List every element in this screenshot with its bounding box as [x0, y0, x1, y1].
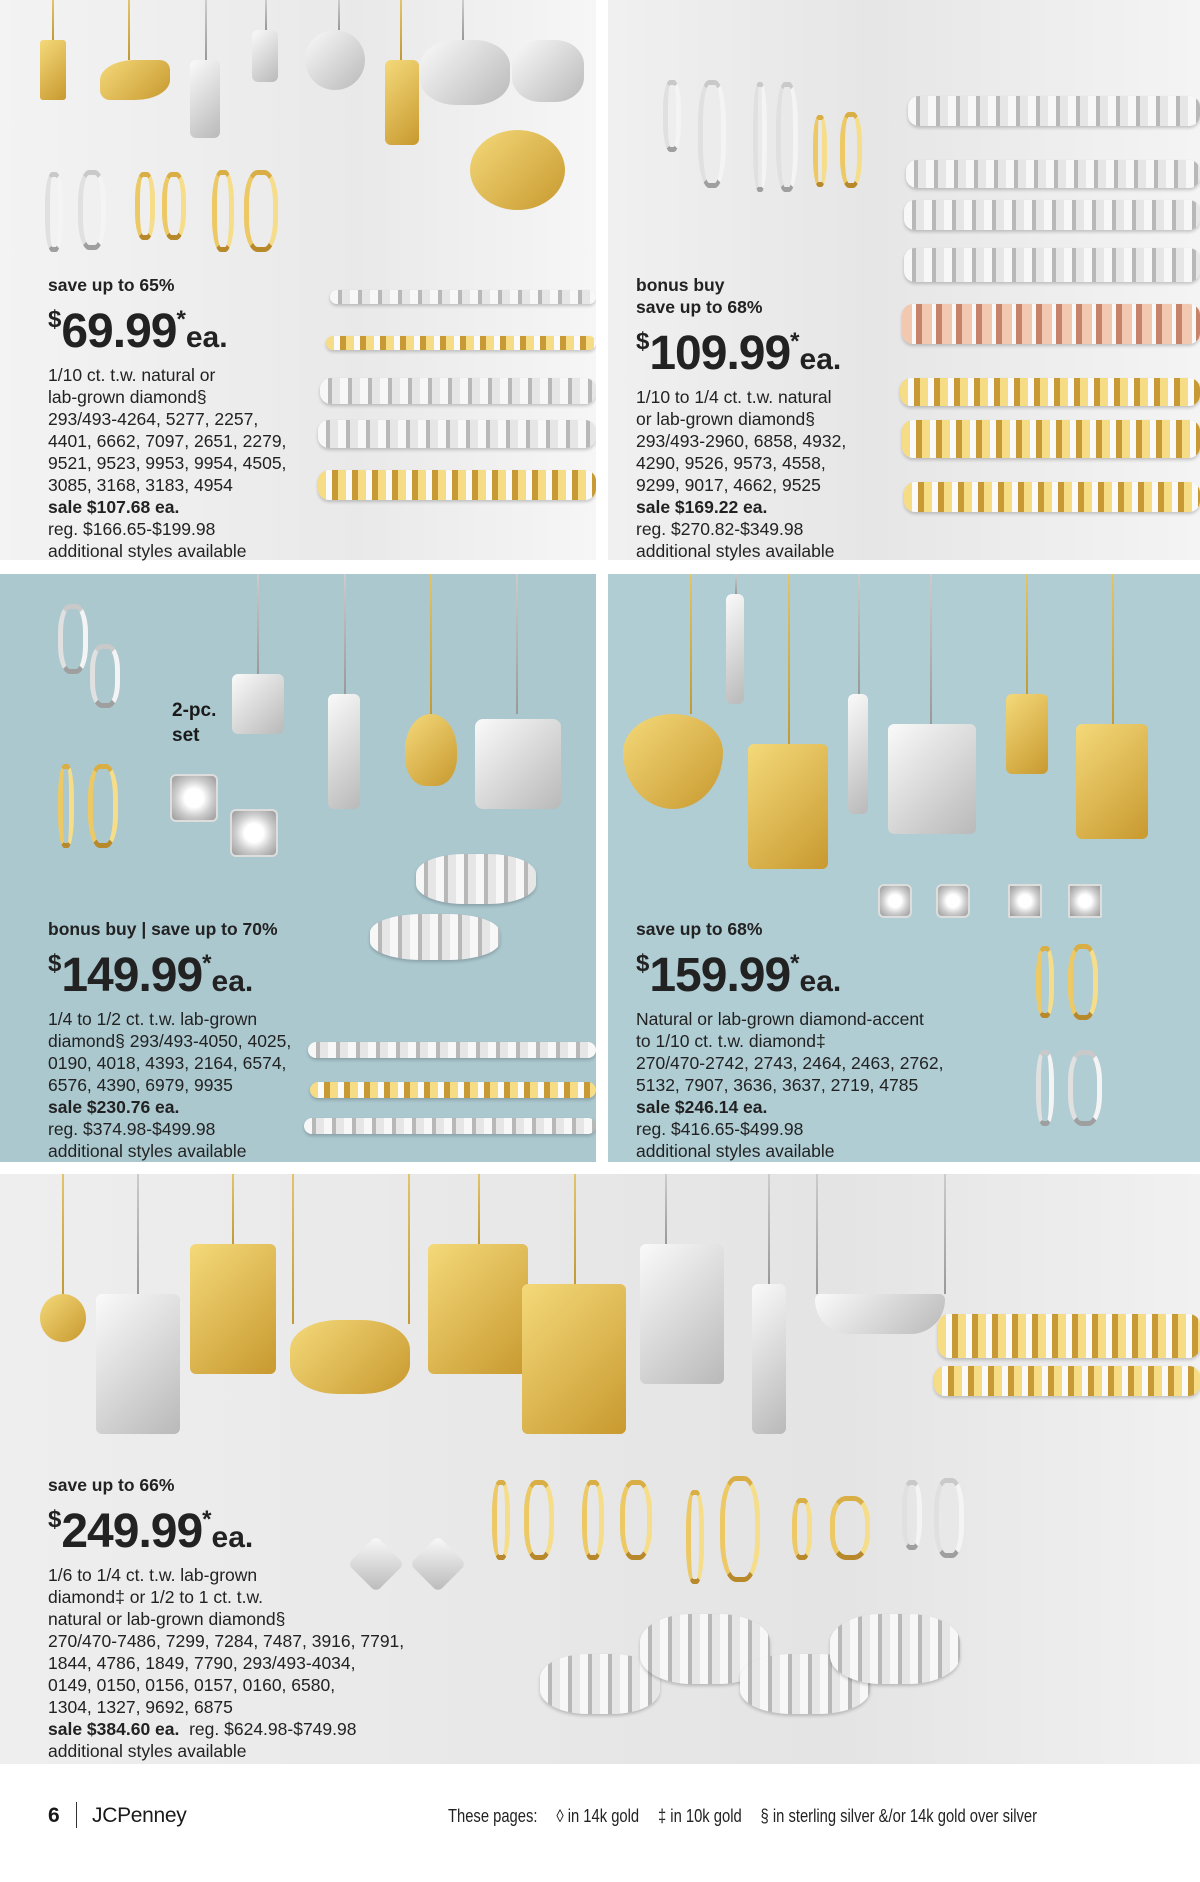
hoop-earring [90, 644, 120, 708]
cross-pendant [190, 1244, 276, 1374]
bracelet [900, 378, 1200, 406]
elephant-pendant [512, 40, 584, 102]
stud-earring [878, 884, 912, 918]
drop-earring [410, 1536, 467, 1593]
cross-pendant [475, 719, 561, 809]
additional-styles-note: additional styles available [48, 1741, 247, 1761]
hoop-earring [1068, 1050, 1102, 1126]
offer-price: $149.99*ea. [48, 949, 254, 1002]
stud-earring [230, 809, 278, 857]
hoop-earring [1036, 1050, 1054, 1126]
offer-price: $159.99*ea. [636, 949, 842, 1002]
brand-name: JCPenney [92, 1804, 187, 1827]
offer-price: $69.99*ea. [48, 305, 228, 358]
cross-pendant [96, 1294, 180, 1434]
bypass-pendant [640, 1244, 724, 1384]
cross-pendant [190, 60, 220, 138]
offer-eyebrow: bonus buy [636, 275, 725, 295]
butterfly-ring [470, 130, 565, 210]
hoop-earring [1036, 946, 1054, 1018]
offer-description: 1/10 ct. t.w. natural or lab-grown diamond§ 293/493-4264, 5277, 2257, 4401, 6662, 7097, 2651, 2279, 9521, 9523, 9953, 9954, 4505, 3085, 3168, 3183, 4954 [48, 365, 287, 495]
offer-copy-4 [636, 918, 944, 1162]
bracelet [934, 1366, 1200, 1396]
moon-star-pendant [305, 30, 365, 90]
offer-eyebrow: save up to 65% [48, 275, 175, 295]
cross-pendant [385, 60, 419, 145]
hoop-earring [212, 170, 234, 252]
cross-pendant [252, 30, 278, 82]
bar-pendant [328, 694, 360, 809]
offer-copy-1 [48, 274, 286, 562]
hoop-earring [698, 80, 726, 188]
metal-legend [448, 1806, 1052, 1827]
hoop-earring [902, 1480, 922, 1550]
sale-price: sale $107.68 ea. [48, 497, 180, 517]
sale-price: sale $230.76 ea. [48, 1097, 180, 1117]
additional-styles-note: additional styles available [636, 541, 835, 561]
offer-description: 1/6 to 1/4 ct. t.w. lab-grown diamond‡ or 1/2 to 1 ct. t.w. natural or lab-grown diamond§ 270/470-7486, 7299, 7284, 7487, 3916, 7791, 1844, 4786, 1849, 7790, 293/493-4034, 0149, 0150, 0156, 0157, 0160, 6580, 1304, 1327, 9692, 6875 [48, 1565, 405, 1717]
hoop-earring [88, 764, 118, 848]
cross-pendant [888, 724, 976, 834]
journey-pendant [752, 1284, 786, 1434]
hoop-earring [620, 1480, 652, 1560]
hoop-earring [244, 170, 278, 252]
cross-pendant [40, 40, 66, 100]
butterfly-necklace [290, 1320, 410, 1394]
regular-price: reg. $166.65-$199.98 [48, 519, 216, 539]
bracelet [938, 1314, 1200, 1358]
sale-price: sale $169.22 ea. [636, 497, 768, 517]
hoop-earring [524, 1480, 554, 1560]
offer-eyebrow: save up to 68% [636, 297, 763, 317]
hoop-earring [753, 82, 767, 192]
bracelet [904, 482, 1200, 512]
ring [416, 854, 536, 904]
hoop-earring [720, 1476, 760, 1582]
hoop-earring [45, 172, 63, 252]
hoop-earring [1068, 944, 1098, 1020]
bracelet [326, 336, 596, 350]
hoop-earring [840, 112, 862, 188]
stud-earring [1068, 884, 1102, 918]
offer-eyebrow: bonus buy | save up to 70% [48, 919, 278, 939]
legend-item: ◊ in 14k gold [556, 1806, 640, 1826]
hoop-earring [58, 764, 74, 848]
legend-item: ‡ in 10k gold [657, 1806, 742, 1826]
regular-price: reg. $624.98-$749.98 [189, 1719, 357, 1739]
regular-price: reg. $374.98-$499.98 [48, 1119, 216, 1139]
additional-styles-note: additional styles available [48, 1141, 247, 1161]
hoop-earring [776, 82, 798, 192]
set-label: 2-pc. set [172, 700, 217, 746]
divider [76, 1802, 77, 1828]
heart-pendant [623, 714, 723, 809]
knot-bracelet [908, 96, 1200, 126]
heart-pendant [40, 1294, 86, 1342]
ring [370, 914, 500, 960]
drop-pendant [848, 694, 868, 814]
sale-price: sale $246.14 ea. [636, 1097, 768, 1117]
offer-description: 1/10 to 1/4 ct. t.w. natural or lab-grown diamond§ 293/493-2960, 6858, 4932, 4290, 9526, 9573, 4558, 9299, 9017, 4662, 9525 [636, 387, 847, 495]
bracelet [318, 420, 596, 448]
paperclip-bracelet [318, 470, 596, 500]
bracelet [330, 290, 596, 304]
bracelet [904, 200, 1200, 230]
hoop-earring [813, 115, 827, 187]
tennis-bracelet [308, 1042, 596, 1058]
hoop-earring [830, 1496, 870, 1560]
wings-infinity-pendant [420, 40, 510, 105]
hoop-earring [58, 604, 88, 674]
halo-pendant [232, 674, 284, 734]
hoop-earring [686, 1490, 704, 1584]
teardrop-pendant [405, 714, 457, 786]
hoop-earring [492, 1480, 510, 1560]
page-number: 6 [48, 1804, 60, 1827]
hoop-earring [663, 80, 681, 152]
legend-item: § in sterling silver &/or 14k gold over silver [760, 1806, 1038, 1826]
cross-pendant [1006, 694, 1048, 774]
offer-copy-2 [636, 274, 846, 562]
cross-pendant [522, 1284, 626, 1434]
additional-styles-note: additional styles available [636, 1141, 835, 1161]
offer-copy-3 [48, 918, 291, 1162]
offer-price: $249.99*ea. [48, 1505, 254, 1558]
tennis-bracelet [310, 1082, 596, 1098]
knot-bracelet [902, 304, 1200, 344]
stud-earring [170, 774, 218, 822]
v-necklace [815, 1294, 945, 1334]
offer-copy-5 [48, 1474, 404, 1762]
hoop-earring [162, 172, 186, 240]
page-footer [0, 1800, 1200, 1840]
tennis-bracelet [304, 1118, 596, 1134]
stud-earring [936, 884, 970, 918]
bracelet [902, 420, 1200, 458]
bracelet [904, 248, 1200, 282]
hoop-earring [78, 170, 106, 250]
cross-pendant [428, 1244, 528, 1374]
stud-earring [1008, 884, 1042, 918]
additional-styles-note: additional styles available [48, 541, 247, 561]
offer-description: Natural or lab-grown diamond-accent to 1/10 ct. t.w. diamond‡ 270/470-2742, 2743, 2464, 2463, 2762, 5132, 7907, 3636, 3637, 2719, 4785 [636, 1009, 944, 1095]
bridal-ring [830, 1614, 960, 1684]
offer-price: $109.99*ea. [636, 327, 842, 380]
bracelet [906, 160, 1200, 188]
regular-price: reg. $416.65-$499.98 [636, 1119, 804, 1139]
legend-title: These pages: [448, 1806, 538, 1826]
offer-description: 1/4 to 1/2 ct. t.w. lab-grown diamond§ 293/493-4050, 4025, 0190, 4018, 4393, 2164, 6574, 6576, 4390, 6979, 9935 [48, 1009, 292, 1095]
regular-price: reg. $270.82-$349.98 [636, 519, 804, 539]
cross-pendant [748, 744, 828, 869]
cross-pendant [1076, 724, 1148, 839]
hoop-earring [582, 1480, 604, 1560]
sale-price: sale $384.60 ea. [48, 1719, 180, 1739]
offer-eyebrow: save up to 66% [48, 1475, 175, 1495]
hummingbird-pendant [100, 60, 170, 100]
hoop-earring [792, 1498, 812, 1560]
offer-eyebrow: save up to 68% [636, 919, 763, 939]
journey-pendant [726, 594, 744, 704]
hoop-earring [135, 172, 155, 240]
hoop-earring [934, 1478, 964, 1558]
bracelet [320, 378, 596, 404]
